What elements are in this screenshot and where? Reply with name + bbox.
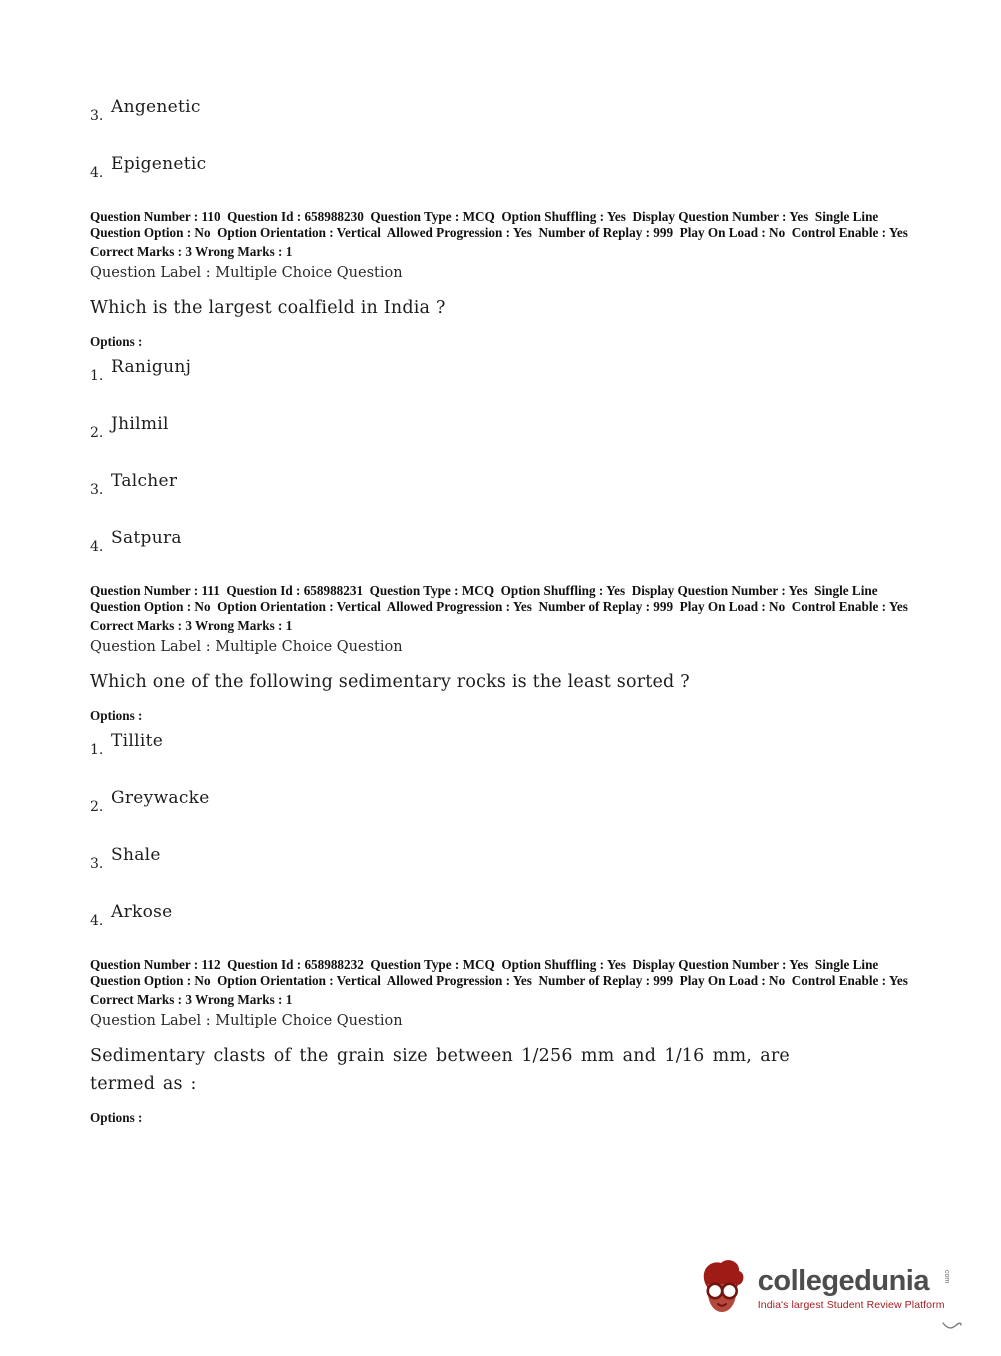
option-row	[90, 900, 913, 929]
option-label: Talcher	[111, 471, 178, 491]
option-row	[90, 526, 913, 555]
option-row	[90, 786, 913, 815]
option-row	[90, 469, 913, 498]
option-number: 1.	[90, 742, 104, 758]
marks-info: Correct Marks : 3 Wrong Marks : 1	[90, 618, 293, 633]
brand-text	[758, 1266, 961, 1311]
brand-tagline: India's largest Student Review Platform	[757, 1298, 945, 1311]
question-label: Question Label : Multiple Choice Question	[90, 265, 403, 281]
option-number: 2.	[90, 799, 104, 815]
question-metadata: Question Number : 111 Question Id : 658988231 Question Type : MCQ Option Shuffling : Yes Display Question Number : Yes Single Line Question Option : No Option Orientation : Vertical Allowed Progression : Yes Number of Replay : 999 Play On Load : No Control Enable : Yes	[90, 583, 908, 614]
option-label: Shale	[111, 845, 161, 865]
question-metadata: Question Number : 112 Question Id : 658988232 Question Type : MCQ Option Shuffling : Yes Display Question Number : Yes Single Line Question Option : No Option Orientation : Vertical Allowed Progression : Yes Number of Replay : 999 Play On Load : No Control Enable : Yes	[90, 957, 908, 988]
option-number: 3.	[90, 856, 104, 872]
option-label: Epigenetic	[111, 154, 207, 174]
option-number: 4.	[90, 165, 104, 181]
option-number: 4.	[90, 913, 104, 929]
option-row	[90, 729, 913, 758]
options-list	[90, 729, 913, 929]
option-label: Tillite	[111, 731, 164, 751]
option-row	[90, 355, 913, 384]
question-label: Question Label : Multiple Choice Question	[90, 639, 403, 655]
question-text: Which is the largest coalfield in India ?	[90, 298, 446, 318]
question-block-112	[90, 957, 913, 1125]
option-label: Greywacke	[111, 788, 210, 808]
question-block-111	[90, 583, 913, 929]
option-label: Angenetic	[111, 97, 201, 117]
option-row	[90, 843, 913, 872]
marks-info: Correct Marks : 3 Wrong Marks : 1	[90, 992, 293, 1007]
option-number: 3.	[90, 482, 104, 498]
option-label: Arkose	[111, 902, 173, 922]
option-number: 4.	[90, 539, 104, 555]
question-label: Question Label : Multiple Choice Question	[90, 1013, 403, 1029]
option-number: 1.	[90, 368, 104, 384]
question-metadata: Question Number : 110 Question Id : 658988230 Question Type : MCQ Option Shuffling : Yes Display Question Number : Yes Single Line Question Option : No Option Orientation : Vertical Allowed Progression : Yes Number of Replay : 999 Play On Load : No Control Enable : Yes	[90, 209, 908, 240]
brand-domain-suffix: com	[943, 1269, 950, 1283]
marks-info: Correct Marks : 3 Wrong Marks : 1	[90, 244, 293, 259]
options-heading: Options :	[90, 334, 143, 349]
collegedunia-mascot-icon	[695, 1258, 749, 1318]
options-list	[90, 355, 913, 555]
option-label: Ranigunj	[111, 357, 192, 377]
options-heading: Options :	[90, 708, 143, 723]
carryover-options	[90, 95, 913, 181]
option-row	[90, 412, 913, 441]
brand-name: collegedunia	[757, 1264, 929, 1297]
question-text: Sedimentary clasts of the grain size between 1/256 mm and 1/16 mm, are termed as :	[90, 1046, 790, 1094]
option-row	[90, 152, 913, 181]
option-number: 2.	[90, 425, 104, 441]
option-number: 3.	[90, 108, 104, 124]
option-row	[90, 95, 913, 124]
collegedunia-logo	[695, 1258, 961, 1318]
options-heading: Options :	[90, 1110, 143, 1125]
question-text: Which one of the following sedimentary rocks is the least sorted ?	[90, 672, 690, 692]
option-label: Satpura	[111, 528, 182, 548]
option-label: Jhilmil	[111, 414, 169, 434]
pen-swoosh-icon	[941, 1320, 963, 1332]
brand-wordmark	[758, 1266, 961, 1296]
question-block-110	[90, 209, 913, 555]
